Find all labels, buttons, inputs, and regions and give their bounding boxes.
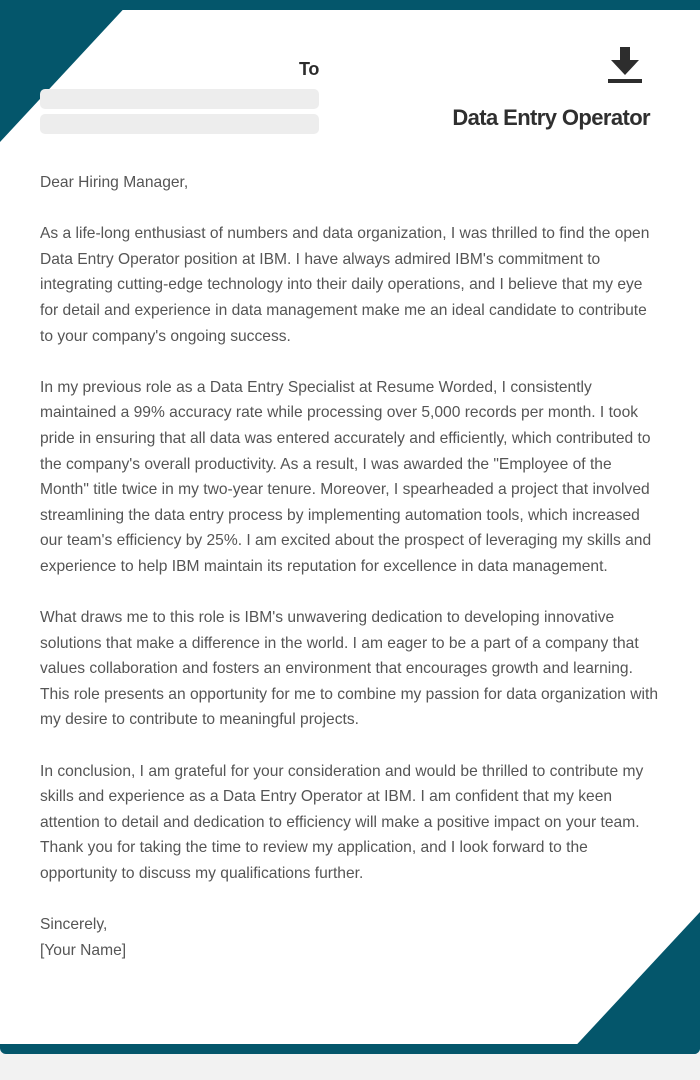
download-icon[interactable] (607, 45, 643, 85)
letter-body (40, 170, 664, 963)
salutation: Dear Hiring Manager, (40, 174, 189, 191)
letter-paragraph: In conclusion, I am grateful for your consideration and would be thrilled to contribute my skills and experience as a Data Entry Operator at IBM. I am confident that my keen attention to detail and dedication to efficiency will make a positive impact on your team. Thank you for taking the time to review my application, and I look forward to the opportunity to discuss my qualifications further. (40, 762, 644, 883)
closing: Sincerely, (40, 916, 108, 934)
bottom-accent-band (0, 1044, 700, 1054)
recipient-line-redacted (40, 114, 319, 134)
letter-paragraph: What draws me to this role is IBM's unwavering dedication to developing innovative solutions that make a difference in the world. I am eager to be a part of a company that values collaboration and fosters an environment that encourages growth and learning. This role presents an opportunity for me to combine my passion for data organization with my desire to contribute to meaningful projects. (40, 609, 659, 729)
letter-paragraph: As a life-long enthusiast of numbers and data organization, I was thrilled to find the open Data Entry Operator position at IBM. I have always admired IBM's commitment to integrating cutting-edge technology into their daily operations, and I believe that my eye for detail and experience in data management make me an ideal candidate to contribute to your company's ongoing success. (40, 225, 650, 345)
recipient-to-label: To (299, 59, 320, 79)
job-title-heading: Data Entry Operator (452, 105, 650, 130)
letter-paragraph: In my previous role as a Data Entry Specialist at Resume Worded, I consistently maintained a 99% accuracy rate while processing over 5,000 records per month. I took pride in ensuring that all data was entered accurately and efficiently, which contributed to the company's overall productivity. As a result, I was awarded the "Employee of the Month" title twice in my two-year tenure. Moreover, I spearheaded a project that involved streamlining the data entry process by implementing automation tools, which increased our team's efficiency by 25%. I am excited about the prospect of leveraging my skills and experience to help IBM maintain its reputation for excellence in data management. (40, 378, 652, 575)
signature: [Your Name] (40, 941, 127, 959)
recipient-line-redacted (40, 89, 319, 109)
